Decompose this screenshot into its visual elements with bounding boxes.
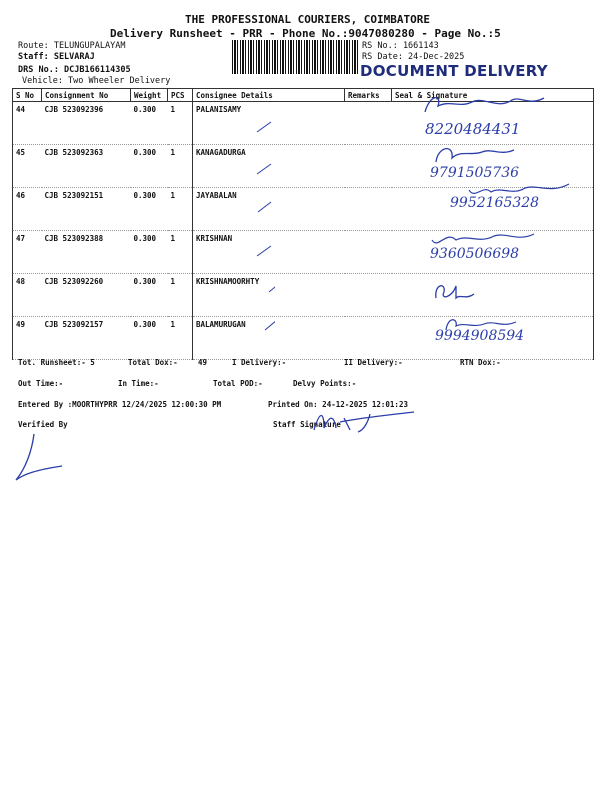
col-pcs: PCS	[168, 89, 193, 102]
col-weight: Weight	[131, 89, 168, 102]
row-remarks	[345, 317, 392, 360]
row-consignment: CJB 523092388	[42, 231, 131, 274]
rs-date: RS Date: 24-Dec-2025	[362, 52, 465, 62]
signature-scribble	[430, 278, 480, 302]
row-seal	[392, 274, 594, 317]
row-pcs: 1	[168, 145, 193, 188]
row-consignee: PALANISAMY	[193, 102, 345, 145]
company-name: THE PROFESSIONAL COURIERS, COIMBATORE	[185, 13, 431, 26]
row-sno: 45	[13, 145, 42, 188]
document-delivery-stamp: DOCUMENT DELIVERY	[360, 62, 548, 80]
row-consignment: CJB 523092363	[42, 145, 131, 188]
row-weight: 0.300	[131, 317, 168, 360]
row-remarks	[345, 145, 392, 188]
row-remarks	[345, 102, 392, 145]
vehicle: Vehicle: Two Wheeler Delivery	[22, 76, 171, 86]
row-pcs: 1	[168, 317, 193, 360]
row-sno: 44	[13, 102, 42, 145]
i-delivery: I Delivery:-	[232, 358, 287, 367]
row-consignee: KRISHNAN	[193, 231, 345, 274]
total-dox-label: Total Dox:-	[128, 358, 178, 367]
row-pcs: 1	[168, 231, 193, 274]
tot-runsheet: Tot. Runsheet:- 5	[18, 358, 95, 367]
verifier-signature	[10, 430, 70, 485]
row-consignment: CJB 523092151	[42, 188, 131, 231]
row-weight: 0.300	[131, 102, 168, 145]
row-consignee: KANAGADURGA	[193, 145, 345, 188]
total-pod: Total POD:-	[213, 379, 263, 388]
handwritten-phone: 8220484431	[425, 120, 521, 138]
row-consignee: KRISHNAMOORHTY	[193, 274, 345, 317]
handwritten-phone: 9952165328	[450, 195, 540, 211]
row-sno: 48	[13, 274, 42, 317]
col-remarks: Remarks	[345, 89, 392, 102]
row-consignee: JAYABALAN	[193, 188, 345, 231]
route: Route: TELUNGUPALAYAM	[18, 41, 126, 51]
row-weight: 0.300	[131, 188, 168, 231]
row-sno: 47	[13, 231, 42, 274]
rs-number: RS No.: 1661143	[362, 41, 439, 51]
handwritten-phone: 9360506698	[430, 246, 520, 262]
rtn-dox: RTN Dox:-	[460, 358, 501, 367]
row-weight: 0.300	[131, 145, 168, 188]
out-time: Out Time:-	[18, 379, 64, 388]
row-remarks	[345, 274, 392, 317]
printed-on: Printed On: 24-12-2025 12:01:23	[268, 400, 408, 409]
tick-marks	[255, 118, 275, 338]
runsheet-subtitle: Delivery Runsheet - PRR - Phone No.:9047080280 - Page No.:5	[110, 27, 501, 40]
row-pcs: 1	[168, 188, 193, 231]
handwritten-phone: 9994908594	[435, 328, 525, 344]
delvy-points: Delvy Points:-	[293, 379, 357, 388]
verified-by: Verified By	[18, 420, 68, 429]
table-row	[13, 274, 594, 317]
col-consignment: Consignment No	[42, 89, 131, 102]
signature-scribble	[430, 140, 520, 166]
row-remarks	[345, 231, 392, 274]
row-pcs: 1	[168, 102, 193, 145]
row-weight: 0.300	[131, 231, 168, 274]
ii-delivery: II Delivery:-	[344, 358, 403, 367]
handwritten-phone: 9791505736	[430, 165, 520, 181]
entered-by: Entered By :MOORTHYPRR 12/24/2025 12:00:30 PM	[18, 400, 222, 409]
row-remarks	[345, 188, 392, 231]
drs-number: DRS No.: DCJB166114305	[18, 65, 131, 75]
col-consignee: Consignee Details	[193, 89, 345, 102]
row-pcs: 1	[168, 274, 193, 317]
row-consignment: CJB 523092396	[42, 102, 131, 145]
total-dox-value: 49	[198, 358, 208, 367]
row-weight: 0.300	[131, 274, 168, 317]
staff-signature	[310, 408, 420, 436]
row-sno: 49	[13, 317, 42, 360]
row-consignment: CJB 523092157	[42, 317, 131, 360]
row-consignee: BALAMURUGAN	[193, 317, 345, 360]
in-time: In Time:-	[118, 379, 159, 388]
col-sno: S No	[13, 89, 42, 102]
row-sno: 46	[13, 188, 42, 231]
staff-signature-label: Staff Signature	[273, 420, 341, 429]
col-seal: Seal & Signature	[392, 89, 594, 102]
staff: Staff: SELVARAJ	[18, 52, 95, 62]
signature-scribble	[420, 92, 550, 118]
barcode	[232, 40, 358, 74]
row-consignment: CJB 523092260	[42, 274, 131, 317]
